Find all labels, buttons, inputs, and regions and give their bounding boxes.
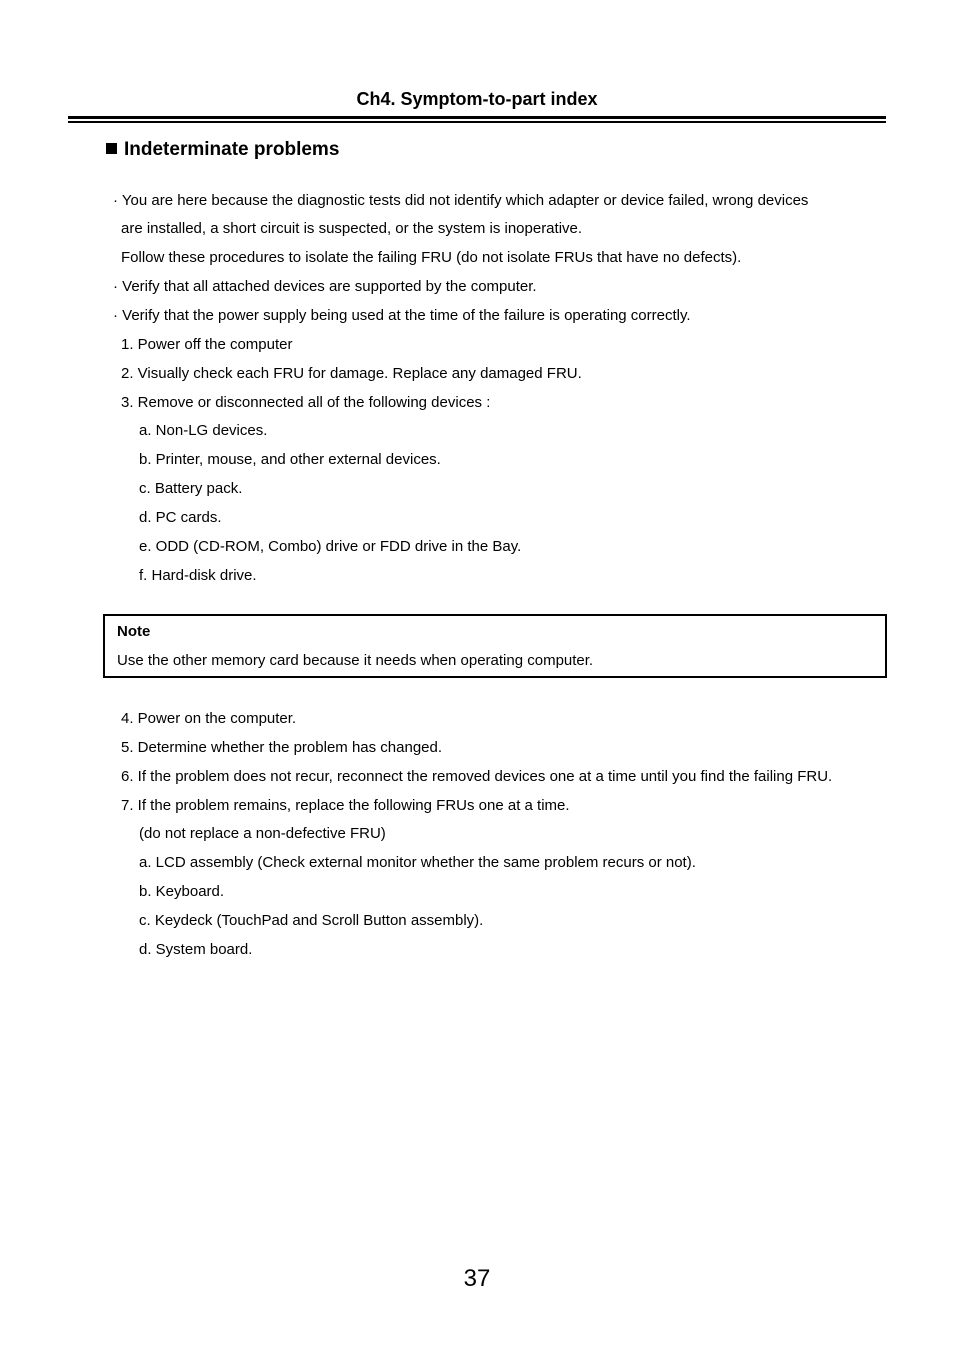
fru-item: c. Keydeck (TouchPad and Scroll Button assembly).	[139, 912, 484, 929]
page-header: Ch4. Symptom-to-part index	[356, 89, 598, 109]
section-title-text: Indeterminate problems	[124, 139, 340, 160]
section-title	[106, 138, 339, 162]
page-number: 37	[463, 1265, 491, 1292]
device-item: e. ODD (CD-ROM, Combo) drive or FDD drive in the Bay.	[139, 538, 522, 555]
header-rule-thick	[68, 116, 886, 119]
black-square-icon	[106, 143, 117, 154]
step-item: 6. If the problem does not recur, reconnect the removed devices one at a time until you find the failing FRU.	[121, 768, 833, 785]
fru-item: b. Keyboard.	[139, 883, 225, 900]
device-item: b. Printer, mouse, and other external devices.	[139, 451, 441, 468]
device-item: f. Hard-disk drive.	[139, 567, 257, 584]
intro-bullet-2: · Verify that all attached devices are supported by the computer.	[113, 278, 537, 295]
intro-bullet-3: · Verify that the power supply being used at the time of the failure is operating correctly.	[113, 307, 691, 324]
note-text: Use the other memory card because it needs when operating computer.	[117, 652, 594, 669]
step-item: 1. Power off the computer	[121, 336, 293, 353]
note-box	[103, 614, 887, 678]
step-item: 2. Visually check each FRU for damage. Replace any damaged FRU.	[121, 365, 582, 382]
device-item: a. Non-LG devices.	[139, 422, 268, 439]
step-item: 5. Determine whether the problem has changed.	[121, 739, 443, 756]
intro-line-1: · You are here because the diagnostic tests did not identify which adapter or device failed, wrong devices	[113, 192, 809, 209]
device-item: d. PC cards.	[139, 509, 222, 526]
fru-item: d. System board.	[139, 941, 253, 958]
header-rule-thin	[68, 121, 886, 123]
intro-line-2: are installed, a short circuit is suspected, or the system is inoperative.	[121, 220, 583, 237]
device-item: c. Battery pack.	[139, 480, 243, 497]
note-title: Note	[117, 623, 151, 640]
step-item: 4. Power on the computer.	[121, 710, 297, 727]
step-item: 7. If the problem remains, replace the following FRUs one at a time.	[121, 797, 570, 814]
fru-item: a. LCD assembly (Check external monitor whether the same problem recurs or not).	[139, 854, 696, 871]
replace-note: (do not replace a non-defective FRU)	[139, 825, 386, 842]
intro-line-3: Follow these procedures to isolate the failing FRU (do not isolate FRUs that have no defects).	[121, 249, 742, 266]
step-item: 3. Remove or disconnected all of the following devices :	[121, 394, 491, 411]
